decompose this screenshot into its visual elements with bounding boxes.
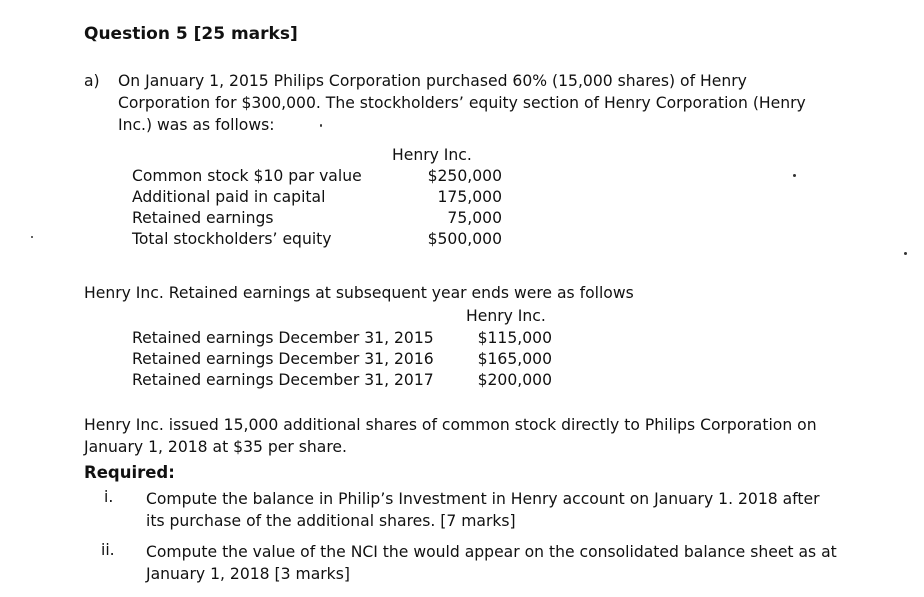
re-row-label: Retained earnings December 31, 2017 (132, 371, 434, 389)
required-item-line: its purchase of the additional shares. [7 marks] (146, 512, 516, 530)
re-table-header: Henry Inc. (466, 307, 546, 325)
required-item-i (146, 488, 820, 532)
equity-row-value: $500,000 (427, 230, 502, 248)
equity-row-label: Total stockholders’ equity (132, 230, 332, 248)
part-a-label: a) (84, 72, 100, 90)
required-item-i-numeral: i. (104, 488, 114, 506)
issuance-line: Henry Inc. issued 15,000 additional shares of common stock directly to Philips Corporation on (84, 416, 817, 434)
issuance-line: January 1, 2018 at $35 per share. (84, 438, 347, 456)
re-row-value: $200,000 (477, 371, 552, 389)
question-title: Question 5 [25 marks] (84, 24, 298, 44)
issuance-paragraph (84, 414, 817, 458)
required-item-ii-numeral: ii. (101, 541, 115, 559)
equity-row-value: 175,000 (437, 188, 502, 206)
intro-line: Inc.) was as follows: (118, 116, 275, 134)
required-heading: Required: (84, 463, 175, 482)
re-row-label: Retained earnings December 31, 2015 (132, 329, 434, 347)
re-row-value: $115,000 (477, 329, 552, 347)
re-table-values (452, 328, 552, 391)
equity-row-value: $250,000 (427, 167, 502, 185)
equity-row-label: Retained earnings (132, 209, 274, 227)
equity-table-labels (132, 166, 362, 250)
equity-row-value: 75,000 (447, 209, 502, 227)
equity-row-label: Additional paid in capital (132, 188, 326, 206)
equity-row-label: Common stock $10 par value (132, 167, 362, 185)
required-item-ii (146, 541, 837, 585)
scan-speck (904, 252, 907, 255)
required-item-line: January 1, 2018 [3 marks] (146, 565, 350, 583)
re-row-value: $165,000 (477, 350, 552, 368)
re-table-labels (132, 328, 434, 391)
scan-speck (793, 174, 796, 177)
re-row-label: Retained earnings December 31, 2016 (132, 350, 434, 368)
part-a-intro (118, 70, 806, 136)
scan-speck (31, 236, 33, 238)
intro-line: On January 1, 2015 Philips Corporation purchased 60% (15,000 shares) of Henry (118, 72, 747, 90)
required-item-line: Compute the value of the NCI the would appear on the consolidated balance sheet as at (146, 543, 837, 561)
scan-speck (320, 124, 322, 127)
equity-table-values (400, 166, 502, 250)
re-intro: Henry Inc. Retained earnings at subsequent year ends were as follows (84, 284, 634, 302)
intro-line: Corporation for $300,000. The stockholders’ equity section of Henry Corporation (Henry (118, 94, 806, 112)
equity-table-header: Henry Inc. (392, 146, 472, 164)
required-item-line: Compute the balance in Philip’s Investment in Henry account on January 1. 2018 after (146, 490, 820, 508)
